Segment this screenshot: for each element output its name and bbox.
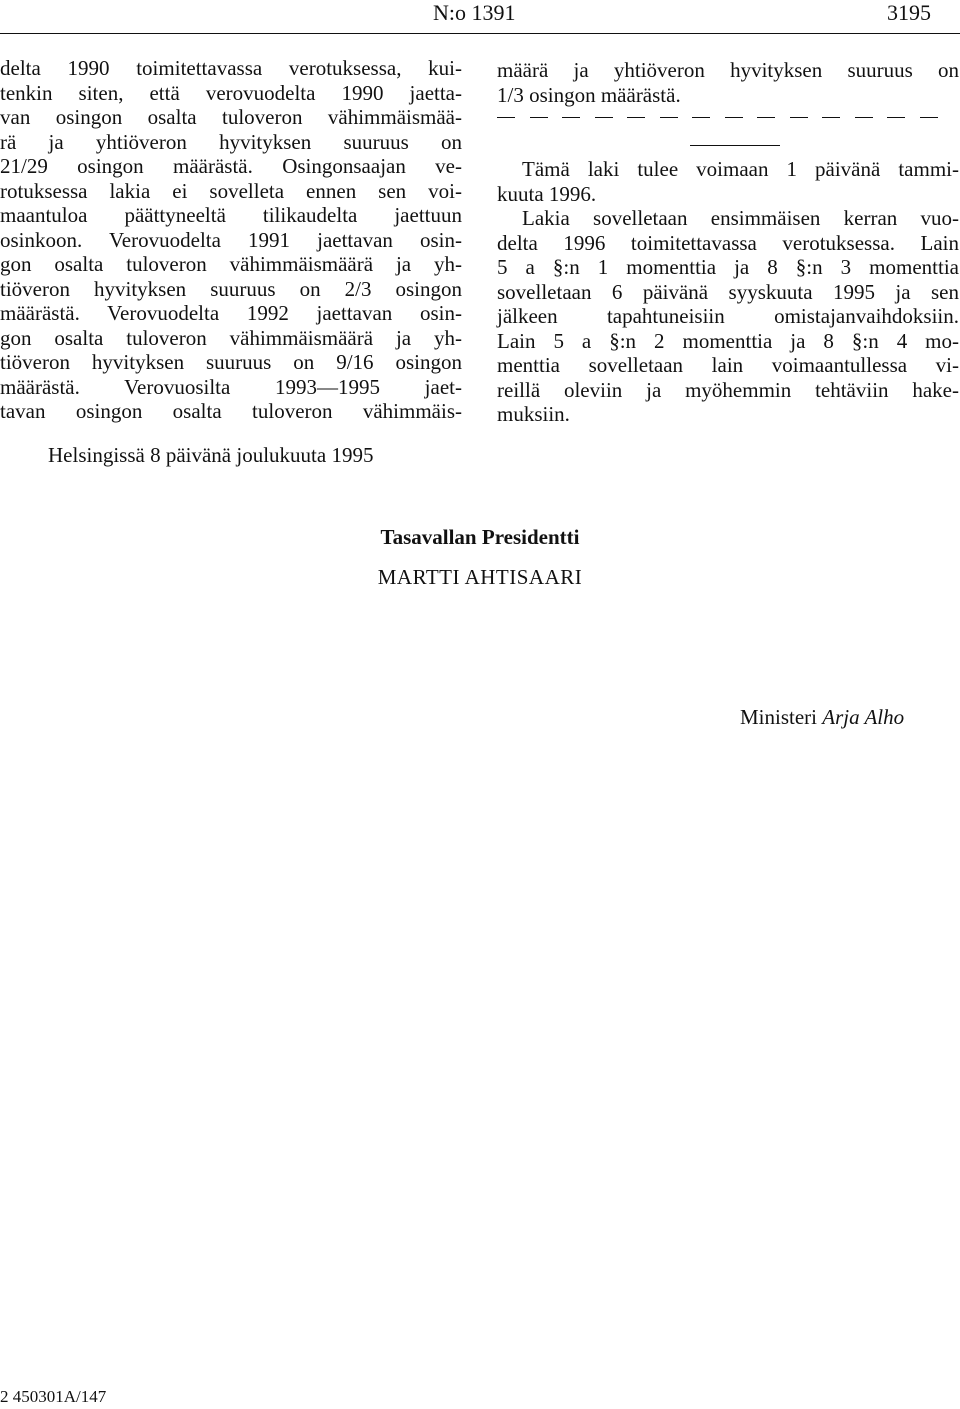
text-line: 1/3 osingon määrästä. xyxy=(497,82,681,107)
text-line: määrästä. Verovuodelta 1992 jaettavan osin- xyxy=(0,301,462,325)
text-line: 21/29 osingon määrästä. Osingonsaajan ve- xyxy=(0,154,462,178)
president-title: Tasavallan Presidentti xyxy=(380,525,580,549)
text-line: tiöveron hyvityksen suuruus on 2/3 osingon xyxy=(0,276,462,301)
president-name: MARTTI AHTISAARI xyxy=(377,565,583,589)
text-line: jälkeen tapahtuneisiin omistajanvaihdoksiin. xyxy=(497,304,959,328)
left-text-column xyxy=(0,56,462,424)
text-line: rä ja yhtiöveron hyvityksen suuruus on xyxy=(0,129,462,154)
place-and-date: Helsingissä 8 päivänä joulukuuta 1995 xyxy=(48,443,374,467)
text-line: tavan osingon osalta tuloveron vähimmäis- xyxy=(0,399,462,423)
text-line: menttia sovelletaan lain voimaantullessa vi- xyxy=(497,353,959,377)
text-line: reillä oleviin ja myöhemmin tehtäviin hake- xyxy=(497,377,959,402)
text-line: delta 1996 toimitettavassa verotuksessa. Lain xyxy=(497,230,959,255)
text-line: kuuta 1996. xyxy=(497,181,597,206)
text-line: van osingon osalta tuloveron vähimmäismää- xyxy=(0,105,462,129)
text-line: sovelletaan 6 päivänä syyskuuta 1995 ja sen xyxy=(497,279,959,304)
minister-title: Ministeri xyxy=(740,705,817,729)
statute-number: N:o 1391 xyxy=(433,0,516,25)
text-line: Lakia sovelletaan ensimmäisen kerran vuo- xyxy=(522,206,959,230)
page-number: 3195 xyxy=(887,0,931,25)
text-line: muksiin. xyxy=(497,402,570,426)
text-line: tiöveron hyvityksen suuruus on 9/16 osingon xyxy=(0,350,462,374)
right-text-column-top xyxy=(497,58,959,107)
section-divider xyxy=(690,145,780,146)
minister-name: Arja Alho xyxy=(822,705,905,729)
text-line: 5 a §:n 1 momenttia ja 8 §:n 3 momenttia xyxy=(497,255,959,279)
header-divider xyxy=(0,33,960,34)
text-line: maantuloa päättyneeltä tilikaudelta jaettuun xyxy=(0,203,462,227)
right-text-column-bottom xyxy=(497,157,959,427)
minister-signature xyxy=(740,703,904,731)
text-line: Lain 5 a §:n 2 momenttia ja 8 §:n 4 mo- xyxy=(497,328,959,353)
text-line: delta 1990 toimitettavassa verotuksessa, kui- xyxy=(0,56,462,80)
text-line: gon osalta tuloveron vähimmäismäärä ja yh- xyxy=(0,325,462,350)
text-line: määrästä. Verovuosilta 1993—1995 jaet- xyxy=(0,374,462,399)
section-end-dashes xyxy=(497,108,959,126)
text-line: Tämä laki tulee voimaan 1 päivänä tammi- xyxy=(522,157,959,181)
print-code: 2 450301A/147 xyxy=(0,1387,107,1406)
text-line: määrä ja yhtiöveron hyvityksen suuruus on xyxy=(497,58,959,82)
text-line: rotuksessa lakia ei sovelleta ennen sen voi- xyxy=(0,178,462,203)
text-line: gon osalta tuloveron vähimmäismäärä ja yh- xyxy=(0,252,462,276)
text-line: osinkoon. Verovuodelta 1991 jaettavan osin- xyxy=(0,227,462,252)
text-line: tenkin siten, että verovuodelta 1990 jaetta- xyxy=(0,80,462,105)
